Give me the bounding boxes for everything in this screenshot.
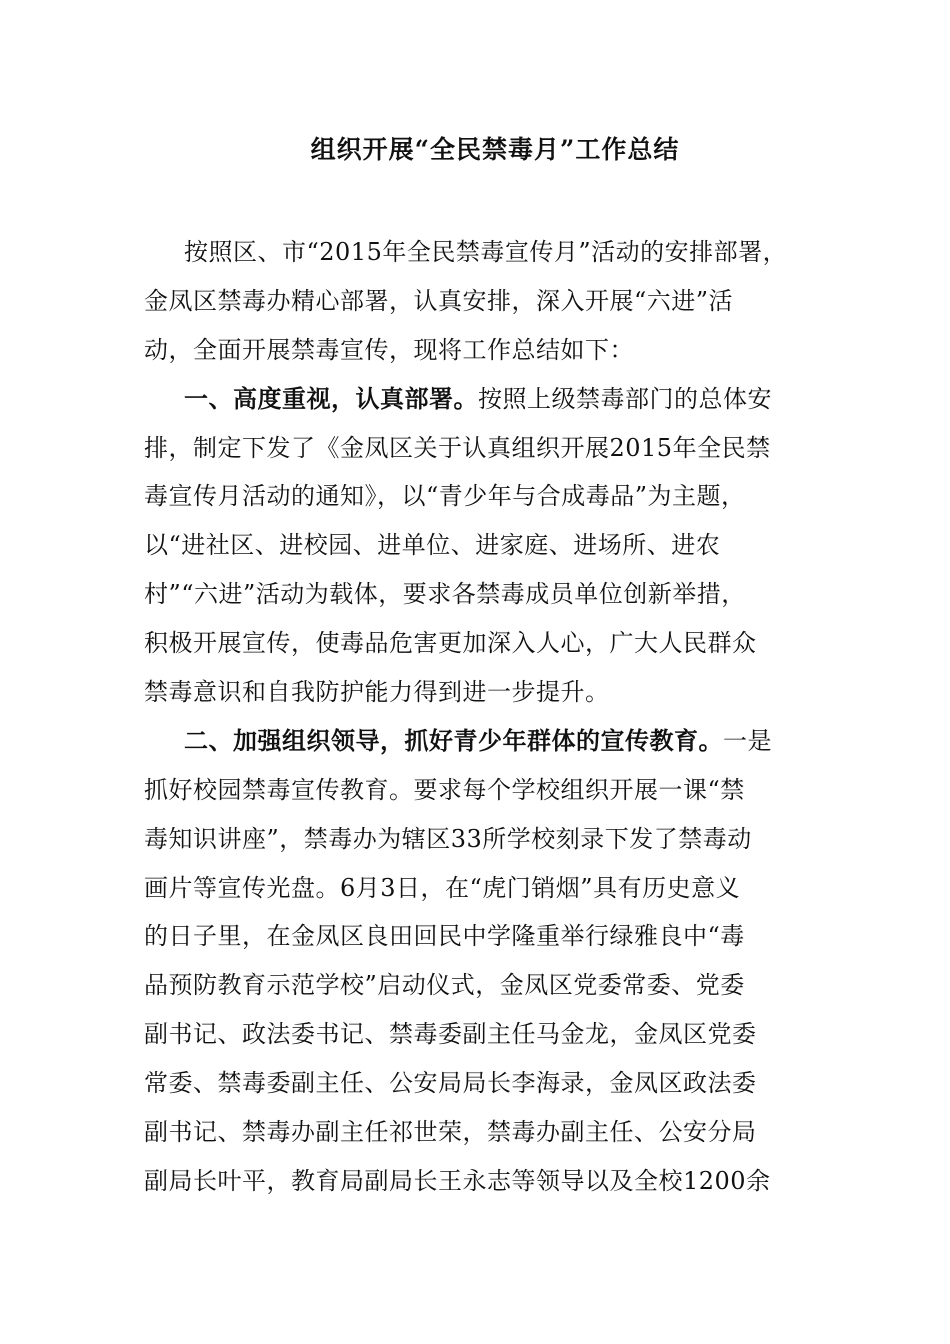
line-text: 画片等宣传光盘。6月3日，在“虎门销烟”具有历史意义 (144, 873, 741, 902)
line-text: 毒宣传月活动的通知》，以“青少年与合成毒品”为主题， (144, 482, 746, 511)
section-heading: 一、高度重视，认真部署。 (184, 383, 478, 413)
line-text: 排，制定下发了《金凤区关于认真组织开展2015年全民禁 (144, 433, 771, 462)
section-heading: 二、加强组织领导，抓好青少年群体的宣传教育。 (184, 725, 723, 755)
line-text: 副局长叶平，教育局副局长王永志等领导以及全校1200余 (144, 1166, 771, 1195)
line-text: 积极开展宣传，使毒品危害更加深入人心，广大人民群众 (144, 629, 757, 658)
line-text: 村”“六进”活动为载体，要求各禁毒成员单位创新举措， (144, 580, 746, 609)
paragraph-line (144, 961, 804, 1010)
paragraph-line (144, 864, 804, 913)
line-text: 以“进社区、进校园、进单位、进家庭、进场所、进农 (144, 531, 721, 560)
line-text: 动，全面开展禁毒宣传，现将工作总结如下： (144, 335, 634, 364)
paragraph-line (144, 1108, 804, 1157)
paragraph-line (144, 1157, 804, 1206)
line-text: 毒知识讲座”，禁毒办为辖区33所学校刻录下发了禁毒动 (144, 824, 752, 853)
paragraph-line (144, 766, 804, 815)
paragraph-line (144, 228, 804, 277)
line-text: 按照上级禁毒部门的总体安 (478, 384, 772, 413)
line-text: 副书记、政法委书记、禁毒委副主任马金龙，金凤区党委 (144, 1020, 757, 1049)
paragraph-line (144, 1010, 804, 1059)
paragraph-line (144, 570, 804, 619)
line-text: 按照区、市“2015年全民禁毒宣传月”活动的安排部署， (184, 238, 788, 266)
line-text: 金凤区禁毒办精心部署，认真安排，深入开展“六进”活 (144, 286, 734, 315)
paragraph-line (144, 619, 804, 668)
paragraph-line (144, 424, 804, 473)
line-text: 副书记、禁毒办副主任祁世荣，禁毒办副主任、公安分局 (144, 1118, 757, 1147)
line-text: 禁毒意识和自我防护能力得到进一步提升。 (144, 678, 610, 707)
paragraph-line (144, 912, 804, 961)
paragraph-line (144, 472, 804, 521)
paragraph-line (144, 521, 804, 570)
paragraph-line (144, 1059, 804, 1108)
paragraph-line (144, 277, 804, 326)
paragraph-line (144, 717, 804, 766)
line-text: 一是 (723, 726, 772, 755)
line-text: 的日子里，在金凤区良田回民中学隆重举行绿雅良中“毒 (144, 922, 745, 951)
document-title: 组织开展“全民禁毒月”工作总结 (310, 135, 680, 164)
paragraph-line (144, 326, 804, 375)
document-body (144, 228, 804, 1206)
line-text: 品预防教育示范学校”启动仪式，金凤区党委常委、党委 (144, 971, 745, 1000)
paragraph-line (144, 375, 804, 424)
paragraph-line (144, 668, 804, 717)
line-text: 常委、禁毒委副主任、公安局局长李海录，金凤区政法委 (144, 1069, 757, 1098)
paragraph-line (144, 815, 804, 864)
line-text: 抓好校园禁毒宣传教育。要求每个学校组织开展一课“禁 (144, 775, 745, 804)
